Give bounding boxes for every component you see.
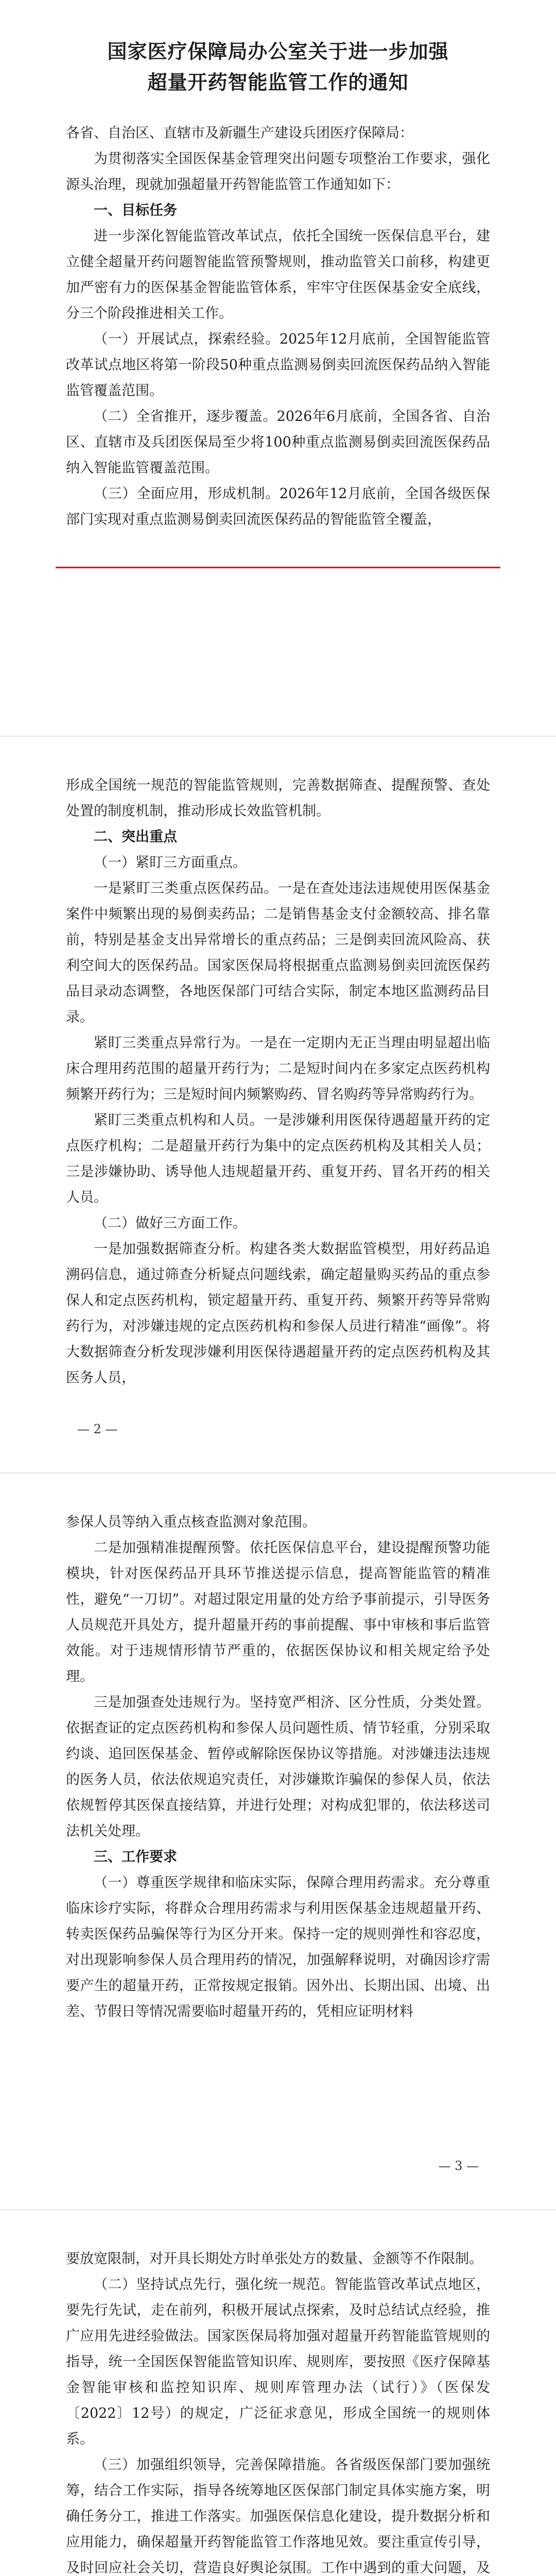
- section-1-item-3: （三）全面应用，形成机制。2026年12月底前，全国各级医保部门实现对重点监测易倒卖回流医保药品的智能监管全覆盖，: [66, 486, 490, 528]
- section-1-item-3-continued: 形成全国统一规范的智能监管规则，完善数据筛查、提醒预警、查处处置的制度机制，推动形成长效监管机制。: [66, 777, 490, 819]
- section-2-heading: 二、突出重点: [94, 829, 177, 845]
- page-3: [0, 1473, 556, 2209]
- section-3-heading: 三、工作要求: [94, 1849, 177, 1865]
- intro-paragraph: 为贯彻落实全国医保基金管理突出问题专项整治工作要求，强化源头治理，现就加强超量开药智能监管工作通知如下：: [66, 151, 490, 193]
- document-title-line1: 国家医疗保障局办公室关于进一步加强: [107, 40, 449, 63]
- section-1-item-2: （二）全省推开，逐步覆盖。2026年6月底前，全国各省、自治区、直辖市及兵团医保局至少将100种重点监测易倒卖回流医保药品纳入智能监管覆盖范围。: [66, 409, 490, 476]
- section-2-sub-2: （二）做好三方面工作。: [94, 1215, 247, 1231]
- section-1-item-1: （一）开展试点，探索经验。2025年12月底前，全国智能监管改革试点地区将第一阶段50种重点监测易倒卖回流医保药品纳入智能监管覆盖范围。: [66, 331, 490, 399]
- document-title-line2: 超量开药智能监管工作的通知: [147, 71, 409, 94]
- section-2-paragraph-6: 三是加强查处违规行为。坚持宽严相济、区分性质，分类处置。依据查证的定点医药机构和参保人员问题性质、情节轻重，分别采取约谈、追回医保基金、暂停或解除医保协议等措施。对涉嫌违法违规的医务人员，依法依规追究责任，对涉嫌欺诈骗保的参保人员，依法依规暂停其医保直接结算，并进行处理；对构成犯罪的，依法移送司法机关处理。: [66, 1694, 490, 1839]
- page-4: [0, 2210, 556, 2576]
- page-2: [0, 737, 556, 1472]
- section-2-paragraph-5: 二是加强精准提醒预警。依托医保信息平台，建设提醒预警功能模块，针对医保药品开具环节推送提示信息，提高智能监管的精准性，避免“一刀切”。对超过限定用量的处方给予事前提示，引导医务人员规范开具处方，提升超量开药的事前提醒、事中审核和事后监管效能。对于违规情形情节严重的，依据医保协议和相关规定给予处理。: [66, 1540, 490, 1685]
- page-number-2: — 2 —: [77, 1422, 118, 1436]
- section-3-paragraph-2: （二）坚持试点先行，强化统一规范。智能监管改革试点地区，要先行先试，走在前列，积极开展试点探索，及时总结试点经验，推广应用先进经验做法。国家医保局将加强对超量开药智能监管规则的指导，统一全国医保智能监管知识库、规则库，要按照《医疗保障基金智能审核和监控知识库、规则库管理办法（试行）》（医保发〔2022〕12号）的规定，广泛征求意见，形成全国统一的规则体系。: [66, 2277, 490, 2447]
- red-divider: [56, 567, 500, 568]
- section-1-paragraph: 进一步深化智能监管改革试点，依托全国统一医保信息平台，建立健全超量开药问题智能监管预警规则，推动监管关口前移，构建更加严密有力的医保基金智能监管体系，牢牢守住医保基金安全底线，分三个阶段推进相关工作。: [66, 228, 490, 321]
- section-2-sub-1: （一）紧盯三方面重点。: [94, 855, 247, 871]
- page-1: [0, 0, 556, 736]
- section-2-paragraph-4-continued: 参保人员等纳入重点核查监测对象范围。: [66, 1514, 316, 1530]
- section-2-paragraph-3: 紧盯三类重点机构和人员。一是涉嫌利用医保待遇超量开药的定点医疗机构；二是超量开药行为集中的定点医药机构及其相关人员；三是涉嫌协助、诱导他人违规超量开药、重复开药、冒名开药的相关人员。: [66, 1112, 490, 1206]
- section-2-paragraph-2: 紧盯三类重点异常行为。一是在一定期内无正当理由明显超出临床合理用药范围的超量开药行为；二是短时间内在多家定点医药机构频繁开药行为；三是短时间内频繁购药、冒名购药等异常购药行为。: [66, 1035, 490, 1103]
- section-2-paragraph-1: 一是紧盯三类重点医保药品。一是在查处违法违规使用医保基金案件中频繁出现的易倒卖药品；二是销售基金支付金额较高、排名靠前，特别是基金支出异常增长的重点药品；三是倒卖回流风险高、获利空间大的医保药品。国家医保局将根据重点监测易倒卖回流医保药品目录动态调整，各地医保部门可结合实际，制定本地区监测药品目录。: [66, 880, 490, 1025]
- section-2-paragraph-4: 一是加强数据筛查分析。构建各类大数据监管模型，用好药品追溯码信息，通过筛查分析疑点问题线索，确定超量购买药品的重点参保人和定点医药机构，锁定超量开药、重复开药、频繁开药等异常购药行为，对涉嫌违规的定点医药机构和参保人员进行精准“画像”。将大数据筛查分析发现涉嫌利用医保待遇超量开药的定点医药机构及其医务人员，: [66, 1241, 490, 1386]
- salutation: 各省、自治区、直辖市及新疆生产建设兵团医疗保障局：: [66, 125, 413, 141]
- section-3-paragraph-1: （一）尊重医学规律和临床实际，保障合理用药需求。充分尊重临床诊疗实际，将群众合理用药需求与利用医保基金违规超量开药、转卖医保药品骗保等行为区分开来。保持一定的规则弹性和容忍度，对出现影响参保人员合理用药的情况，加强解释说明，对确因诊疗需要产生的超量开药，正常按规定报销。因外出、长期出国、出境、出差、节假日等情况需要临时超量开药的，凭相应证明材料: [66, 1875, 490, 2020]
- page-number-3: — 3 —: [438, 2159, 479, 2173]
- section-3-paragraph-3: （三）加强组织领导，完善保障措施。各省级医保部门要加强统筹，结合工作实际，指导各统筹地区医保部门制定具体实施方案，明确任务分工，推进工作落实。加强医保信息化建设，提升数据分析和应用能力，确保超量开药智能监管工作落地见效。要注重宣传引导，及时回应社会关切，营造良好舆论氛围。工作中遇到的重大问题，及: [66, 2457, 490, 2576]
- section-1-heading: 一、目标任务: [94, 202, 177, 218]
- section-3-paragraph-1-continued: 要放宽限制，对开具长期处方时单张处方的数量、金额等不作限制。: [66, 2251, 483, 2267]
